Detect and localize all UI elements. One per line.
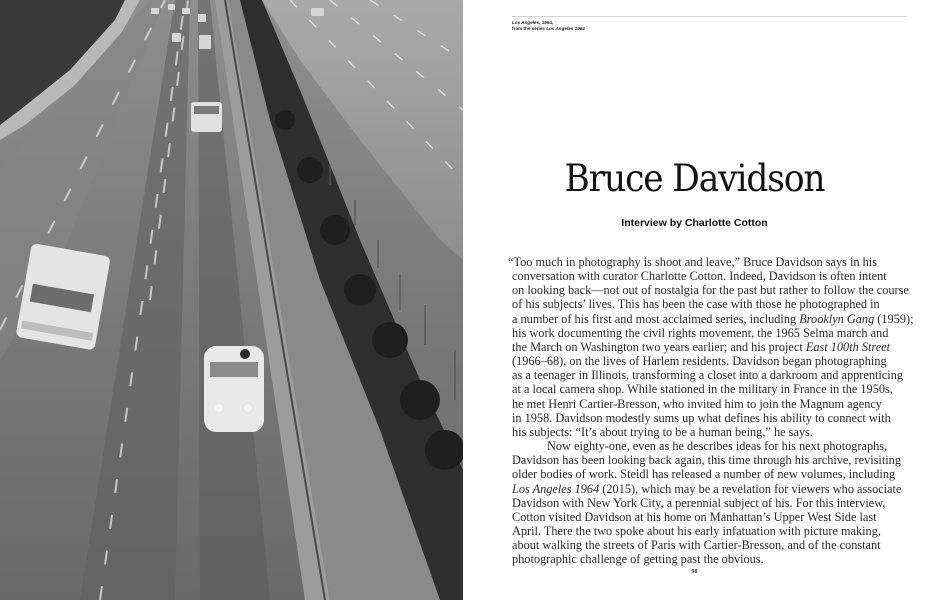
body-line: conversation with curator Charlotte Cotton. Indeed, Davidson is often intent: [512, 269, 887, 284]
caption-line-1: Los Angeles, 1964,: [512, 20, 554, 25]
article-body: [508, 255, 914, 567]
body-line: (1966–68), on the lives of Harlem residents. Davidson began photographing: [512, 354, 887, 369]
body-line: a number of his first and most acclaimed series, including Brooklyn Gang (1959);: [512, 311, 914, 326]
body-line: “Too much in photography is shoot and leave,” Bruce Davidson says in his: [508, 255, 878, 269]
page-number: 98: [691, 569, 698, 575]
body-line: on looking back—not out of nostalgia for the past but rather to follow the course: [512, 283, 909, 298]
body-line: Now eighty-one, even as he describes ideas for his next photographs,: [547, 439, 888, 454]
body-line: his subjects: “It’s about trying to be a human being,” he says.: [512, 424, 813, 439]
photo-caption: [512, 20, 585, 32]
article-title: Bruce Davidson: [564, 157, 825, 200]
body-line: April. There the two spoke about his early infatuation with picture making,: [512, 523, 881, 538]
body-line: Davidson has been looking back again, this time through his archive, revisiting: [512, 453, 901, 468]
body-line: Los Angeles 1964 (2015), which may be a revelation for viewers who associate: [512, 481, 902, 496]
article-page: [463, 0, 926, 600]
body-line: Davidson with New York City, a perennial subject of his. For this interview,: [512, 495, 886, 510]
body-line: his work documenting the civil rights movement, the 1965 Selma march and: [512, 325, 889, 340]
header-rule: [512, 16, 907, 17]
body-line: in 1958. Davidson modestly sums up what defines his ability to connect with: [512, 410, 891, 425]
body-line: older bodies of work. Steidl has released a number of new volumes, including: [512, 467, 896, 482]
body-line: he met Henri Cartier-Bresson, who invited him to join the Magnum agency: [512, 396, 882, 411]
article-byline: Interview by Charlotte Cotton: [621, 217, 768, 229]
body-line: about walking the streets of Paris with Cartier-Bresson, and of the constant: [512, 538, 881, 553]
caption-line-2: from the series Los Angeles 1964: [512, 26, 585, 31]
body-line: Cotton visited Davidson at his home on Manhattan’s Upper West Side last: [512, 509, 877, 524]
body-line: at a local camera shop. While stationed in the military in France in the 1950s,: [512, 382, 893, 397]
body-line: as a teenager in Illinois, transforming a closet into a darkroom and apprenticing: [512, 368, 903, 383]
body-line: photographic challenge of getting past the obvious.: [512, 552, 764, 567]
body-line: of his subjects’ lives. This has been the case with those he photographed in: [512, 297, 880, 312]
body-line: the March on Washington two years earlier; and his project East 100th Street: [512, 339, 891, 354]
